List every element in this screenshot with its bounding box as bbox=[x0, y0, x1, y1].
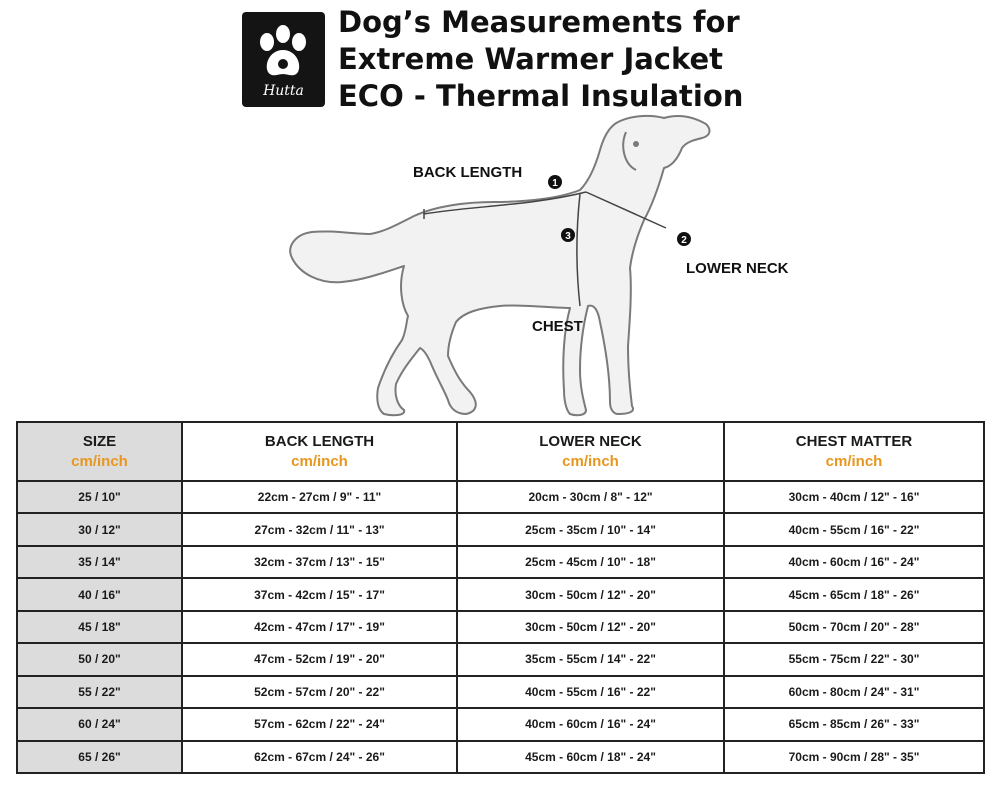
lower-neck-cell: 40cm - 55cm / 16" - 22" bbox=[457, 676, 724, 708]
size-cell: 35 / 14" bbox=[17, 546, 182, 578]
lower-neck-cell: 30cm - 50cm / 12" - 20" bbox=[457, 611, 724, 643]
chest-cell: 40cm - 60cm / 16" - 24" bbox=[724, 546, 984, 578]
table-row bbox=[17, 546, 984, 578]
size-cell: 30 / 12" bbox=[17, 513, 182, 545]
size-table bbox=[16, 421, 985, 774]
page-title bbox=[338, 4, 898, 115]
back-length-cell: 42cm - 47cm / 17" - 19" bbox=[182, 611, 457, 643]
header-unit: cm/inch bbox=[291, 453, 348, 470]
lower-neck-cell: 20cm - 30cm / 8" - 12" bbox=[457, 481, 724, 513]
dog-silhouette bbox=[290, 116, 709, 415]
header-size bbox=[17, 422, 182, 481]
back-length-cell: 62cm - 67cm / 24" - 26" bbox=[182, 741, 457, 774]
dog-measurement-diagram bbox=[280, 110, 720, 420]
back-length-cell: 22cm - 27cm / 9" - 11" bbox=[182, 481, 457, 513]
size-cell: 60 / 24" bbox=[17, 708, 182, 740]
back-length-label: BACK LENGTH bbox=[413, 164, 523, 181]
title-line-2: Extreme Warmer Jacket bbox=[338, 42, 724, 76]
back-length-cell: 32cm - 37cm / 13" - 15" bbox=[182, 546, 457, 578]
table-row bbox=[17, 741, 984, 774]
lower-neck-cell: 25cm - 35cm / 10" - 14" bbox=[457, 513, 724, 545]
chest-cell: 40cm - 55cm / 16" - 22" bbox=[724, 513, 984, 545]
size-cell: 65 / 26" bbox=[17, 741, 182, 774]
header-title: SIZE bbox=[82, 433, 117, 450]
header-title: LOWER NECK bbox=[539, 433, 642, 450]
table-row bbox=[17, 676, 984, 708]
chest-cell: 60cm - 80cm / 24" - 31" bbox=[724, 676, 984, 708]
lower-neck-cell: 35cm - 55cm / 14" - 22" bbox=[457, 643, 724, 675]
header-title: BACK LENGTH bbox=[264, 433, 375, 450]
header-unit: cm/inch bbox=[71, 453, 128, 470]
header-unit: cm/inch bbox=[825, 453, 883, 470]
table-row bbox=[17, 611, 984, 643]
table-row bbox=[17, 513, 984, 545]
marker-3-text: 3 bbox=[565, 231, 571, 242]
chest-cell: 65cm - 85cm / 26" - 33" bbox=[724, 708, 984, 740]
table-row bbox=[17, 708, 984, 740]
chest-cell: 70cm - 90cm / 28" - 35" bbox=[724, 741, 984, 774]
hutta-logo bbox=[242, 12, 325, 107]
marker-2-text: 2 bbox=[681, 235, 687, 246]
size-cell: 55 / 22" bbox=[17, 676, 182, 708]
back-length-cell: 52cm - 57cm / 20" - 22" bbox=[182, 676, 457, 708]
chest-cell: 55cm - 75cm / 22" - 30" bbox=[724, 643, 984, 675]
lower-neck-cell: 45cm - 60cm / 18" - 24" bbox=[457, 741, 724, 774]
lower-neck-cell: 25cm - 45cm / 10" - 18" bbox=[457, 546, 724, 578]
lower-neck-cell: 30cm - 50cm / 12" - 20" bbox=[457, 578, 724, 610]
logo-text: Hutta bbox=[263, 83, 304, 99]
chest-cell: 30cm - 40cm / 12" - 16" bbox=[724, 481, 984, 513]
lower-neck-label: LOWER NECK bbox=[686, 260, 789, 277]
header-back-length bbox=[182, 422, 457, 481]
dog-eye bbox=[633, 141, 639, 147]
back-length-cell: 47cm - 52cm / 19" - 20" bbox=[182, 643, 457, 675]
header-title: CHEST MATTER bbox=[795, 433, 913, 450]
back-length-cell: 27cm - 32cm / 11" - 13" bbox=[182, 513, 457, 545]
chest-cell: 50cm - 70cm / 20" - 28" bbox=[724, 611, 984, 643]
marker-1-text: 1 bbox=[552, 178, 558, 189]
size-cell: 45 / 18" bbox=[17, 611, 182, 643]
title-line-1: Dog’s Measurements for bbox=[338, 5, 740, 39]
table-row bbox=[17, 481, 984, 513]
table-header-row bbox=[17, 422, 984, 481]
header-unit: cm/inch bbox=[562, 453, 619, 470]
header-lower-neck bbox=[457, 422, 724, 481]
chest-label: CHEST bbox=[532, 318, 583, 335]
size-cell: 50 / 20" bbox=[17, 643, 182, 675]
table-row bbox=[17, 643, 984, 675]
title-line-3: ECO - Thermal Insulation bbox=[338, 79, 744, 113]
header-chest-matter bbox=[724, 422, 984, 481]
back-length-cell: 57cm - 62cm / 22" - 24" bbox=[182, 708, 457, 740]
table-row bbox=[17, 578, 984, 610]
chest-cell: 45cm - 65cm / 18" - 26" bbox=[724, 578, 984, 610]
lower-neck-cell: 40cm - 60cm / 16" - 24" bbox=[457, 708, 724, 740]
size-cell: 40 / 16" bbox=[17, 578, 182, 610]
back-length-cell: 37cm - 42cm / 15" - 17" bbox=[182, 578, 457, 610]
size-cell: 25 / 10" bbox=[17, 481, 182, 513]
